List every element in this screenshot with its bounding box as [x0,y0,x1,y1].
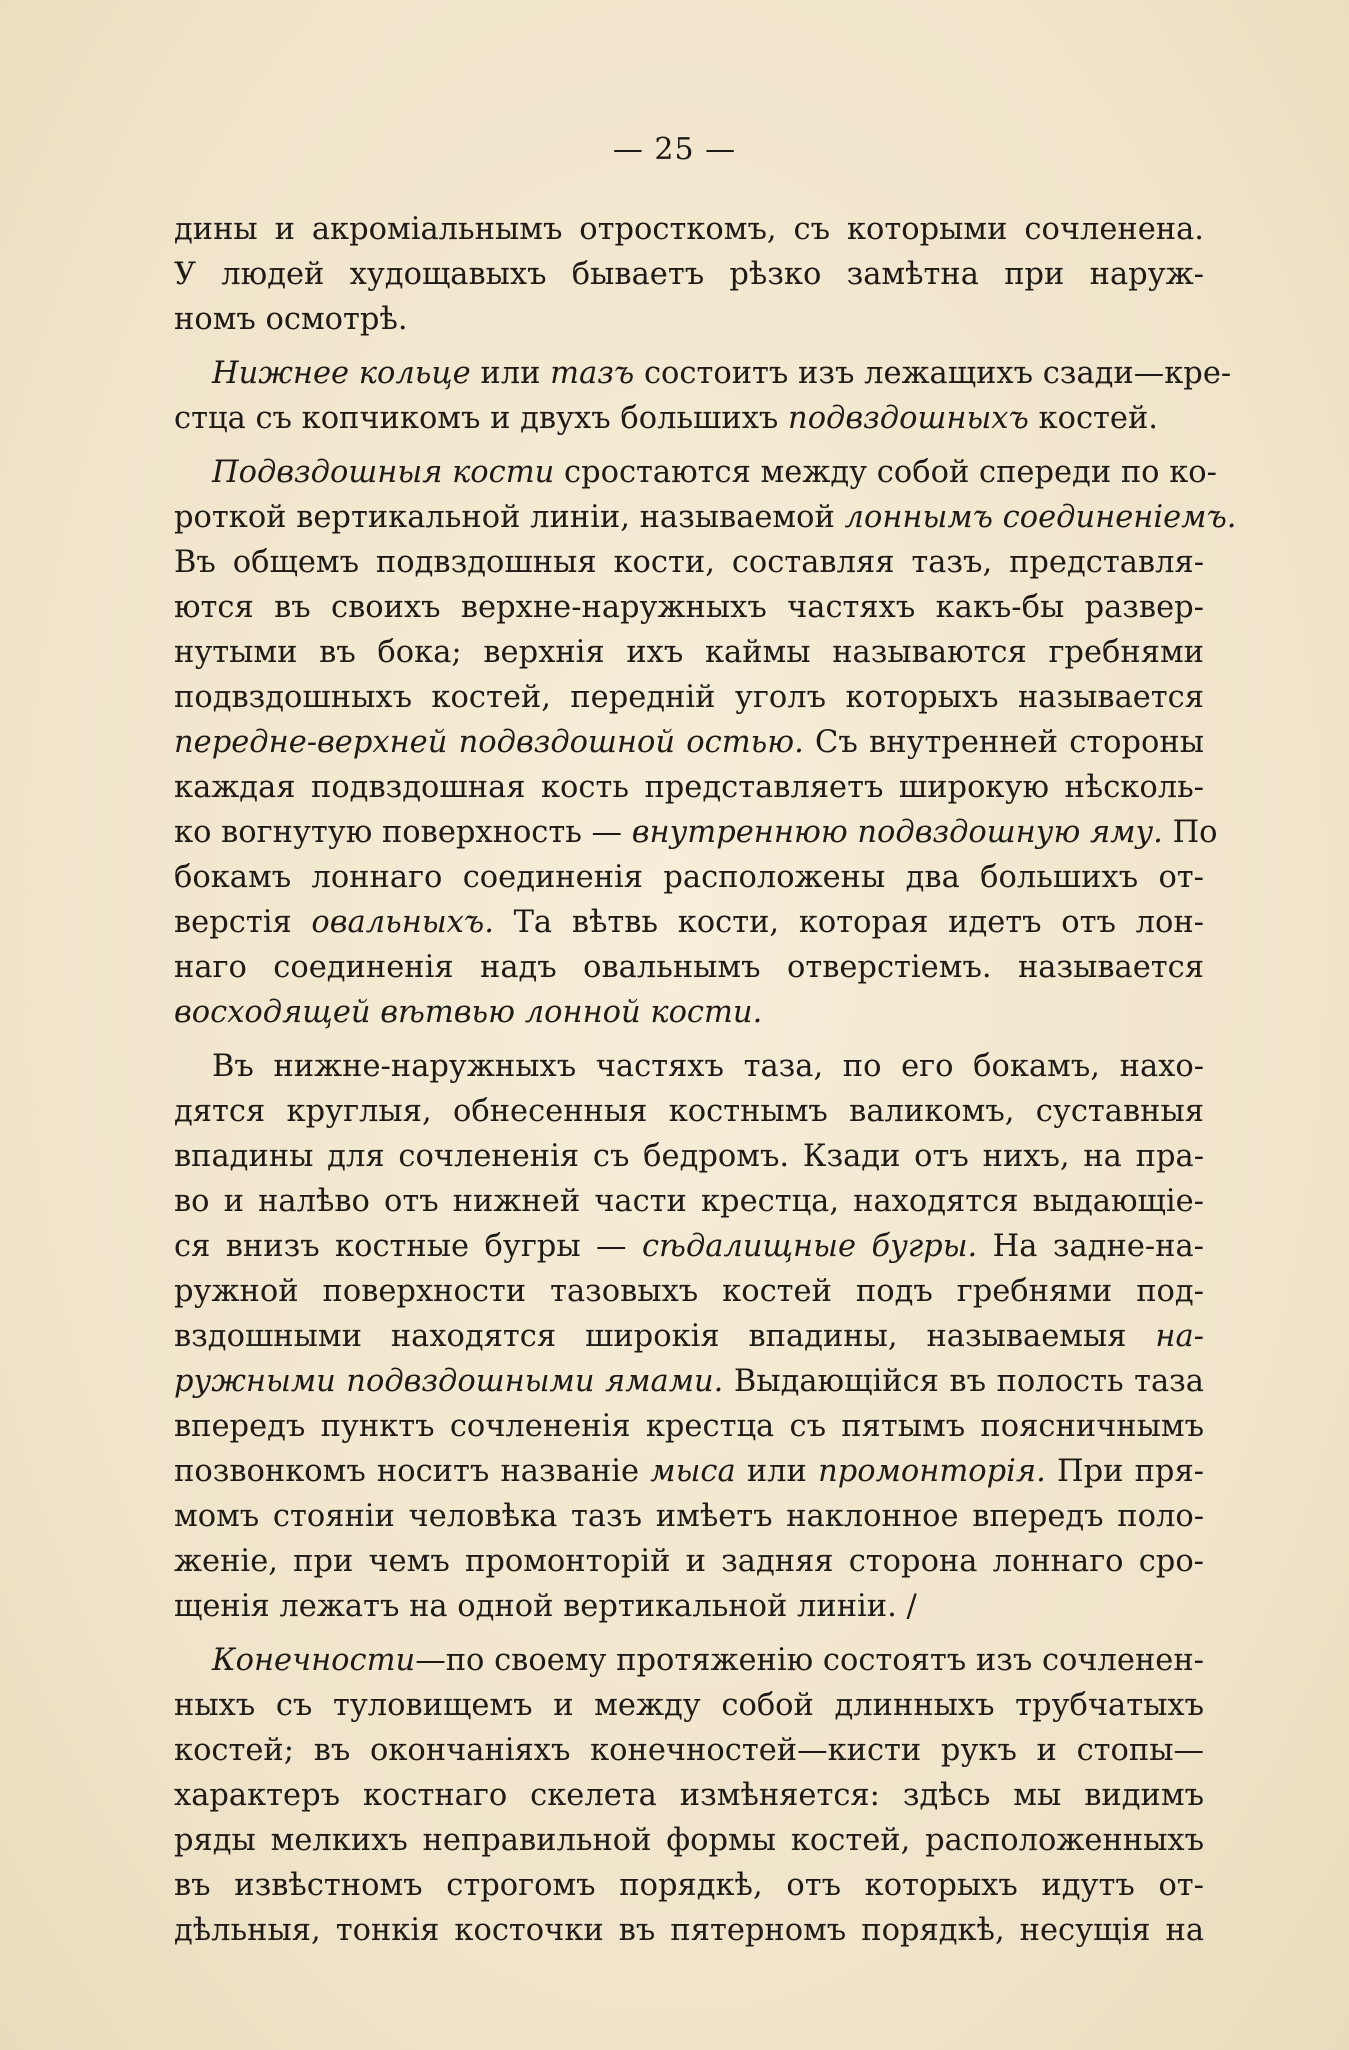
text-run: вздошными находятся широкiя впадины, называемыя [174,1319,1156,1354]
text-run: впередъ пунктъ сочлененiя крестца съ пятымъ поясничнымъ [174,1409,1204,1444]
text-run: костей. [1028,401,1158,436]
text-run: щенiя лежатъ на одной вертикальной линiи. / [174,1589,917,1624]
text-line [174,765,1204,810]
text-line [174,720,1204,765]
text-run: въ извѣстномъ строгомъ порядкѣ, отъ которыхъ идутъ от- [174,1868,1204,1903]
text-run: На задне-на- [977,1229,1204,1264]
text-line [174,1269,1204,1314]
text-run: Выдающiйся въ полость таза [723,1364,1204,1399]
text-run: сростаются между собой спереди по ко- [554,455,1217,490]
text-line [174,1683,1204,1728]
text-line [174,1728,1204,1773]
text-line [174,810,1218,855]
text-line [174,1224,1204,1269]
italic-term: подвздошныхъ [788,401,1029,436]
text-line [174,1044,1204,1089]
text-line [174,1089,1204,1134]
text-line [174,855,1204,900]
text-run: наго соединенiя надъ овальнымъ отверстiемъ. называется [174,950,1204,985]
text-line [174,1908,1204,1953]
text-run: ко вогнутую поверхность — [174,815,632,850]
text-line [174,1134,1204,1179]
text-run: Въ общемъ подвздошныя кости, составляя тазъ, представля- [174,545,1204,580]
text-run: ныхъ съ туловищемъ и между собой длинныхъ трубчатыхъ [174,1688,1204,1723]
italic-term: Подвздошныя кости [212,455,555,490]
text-run: впадины для сочлененiя съ бедромъ. Кзади отъ нихъ, на пра- [174,1139,1204,1174]
text-run: У людей худощавыхъ бываетъ рѣзко замѣтна при наруж- [174,257,1204,292]
text-body [174,207,1237,1962]
italic-term: сѣдалищные бугры. [641,1229,978,1264]
text-line [174,207,1204,252]
text-line [174,675,1204,720]
italic-term: ружными подвздошными ямами. [174,1364,724,1399]
italic-term: промонторiя. [818,1454,1046,1489]
text-run: каждая подвздошная кость представляетъ широкую нѣсколь- [174,770,1204,805]
text-line [174,585,1204,630]
text-line [174,1404,1204,1449]
text-run: стца съ копчикомъ и двухъ большихъ [174,401,789,436]
text-run: дины и акромiальнымъ отросткомъ, съ которыми сочленена. [174,212,1204,247]
text-line [174,1584,1204,1629]
text-line [174,1359,1204,1404]
text-run: или [735,1454,819,1489]
text-run: женiе, при чемъ промонторiй и задняя сторона лоннаго сро- [174,1544,1204,1579]
text-run: бокамъ лоннаго соединенiя расположены два большихъ от- [174,860,1204,895]
text-run: ружной поверхности тазовыхъ костей подъ гребнями под- [174,1274,1204,1309]
italic-term: тазъ [550,356,635,391]
text-line [174,1863,1204,1908]
text-run: или [470,356,551,391]
text-line [174,1314,1204,1359]
text-line [174,297,1204,342]
text-run: Та вѣтвь кости, которая идетъ отъ лон- [493,905,1204,940]
italic-term: восходящей вѣтвью лонной кости. [174,995,763,1030]
text-run: ются въ своихъ верхне-наружныхъ частяхъ какъ-бы развер- [174,590,1204,625]
text-line [174,396,1204,441]
text-run: Въ нижне-наружныхъ частяхъ таза, по его бокамъ, нахо- [212,1049,1204,1084]
text-run: По [1162,815,1218,850]
text-line [174,1818,1204,1863]
text-line [174,630,1204,675]
italic-term: мыса [650,1454,736,1489]
paragraph [174,1638,1204,1953]
page-number: — 25 — [612,132,737,167]
text-line [174,540,1204,585]
text-run: состоитъ изъ лежащихъ сзади—кре- [634,356,1232,391]
text-run: позвонкомъ носитъ названiе [174,1454,651,1489]
text-line [174,351,1232,396]
text-line [174,495,1237,540]
text-run: Съ внутренней стороны [803,725,1205,760]
italic-term: овальныхъ. [311,905,494,940]
text-line [174,1539,1204,1584]
italic-term: передне-верхней подвздошной остью. [174,725,804,760]
text-line [174,990,1204,1035]
text-line [174,450,1217,495]
text-run: При пря- [1045,1454,1204,1489]
text-run: верстiя [174,905,312,940]
italic-term: Конечности [212,1643,416,1678]
text-run: во и налѣво отъ нижней части крестца, находятся выдающiе- [174,1184,1204,1219]
paragraph [174,351,1232,441]
text-run: номъ осмотрѣ. [174,302,408,337]
italic-term: лоннымъ соединенiемъ. [844,500,1237,535]
text-run: —по своему протяженiю состоятъ изъ сочленен- [415,1643,1204,1678]
paragraph [174,450,1237,1035]
text-run: ся внизъ костные бугры — [174,1229,642,1264]
paragraph [174,1044,1204,1629]
text-run: ряды мелкихъ неправильной формы костей, расположенныхъ [174,1823,1204,1858]
italic-term: Нижнее кольце [212,356,471,391]
text-run: нутыми въ бока; верхнiя ихъ каймы называются гребнями [174,635,1204,670]
text-line [174,945,1204,990]
text-line [174,1494,1204,1539]
text-run: роткой вертикальной линiи, называемой [174,500,845,535]
italic-term: внутреннюю подвздошную яму. [631,815,1163,850]
text-line [174,900,1204,945]
text-line [174,1179,1204,1224]
text-line [174,252,1204,297]
text-run: подвздошныхъ костей, переднiй уголъ которыхъ называется [174,680,1204,715]
text-run: момъ стоянiи человѣка тазъ имѣетъ наклонное впередъ поло- [174,1499,1204,1534]
text-run: дятся круглыя, обнесенныя костнымъ валикомъ, суставныя [174,1094,1204,1129]
text-run: характеръ костнаго скелета измѣняется: здѣсь мы видимъ [174,1778,1204,1813]
text-run: дѣльныя, тонкiя косточки въ пятерномъ порядкѣ, несущiя на [174,1913,1204,1948]
paragraph [174,207,1204,342]
italic-term: на- [1155,1319,1204,1354]
text-line [174,1449,1204,1494]
text-line [174,1773,1204,1818]
text-run: костей; въ окончанiяхъ конечностей—кисти рукъ и стопы— [174,1733,1204,1768]
text-line [174,1638,1204,1683]
